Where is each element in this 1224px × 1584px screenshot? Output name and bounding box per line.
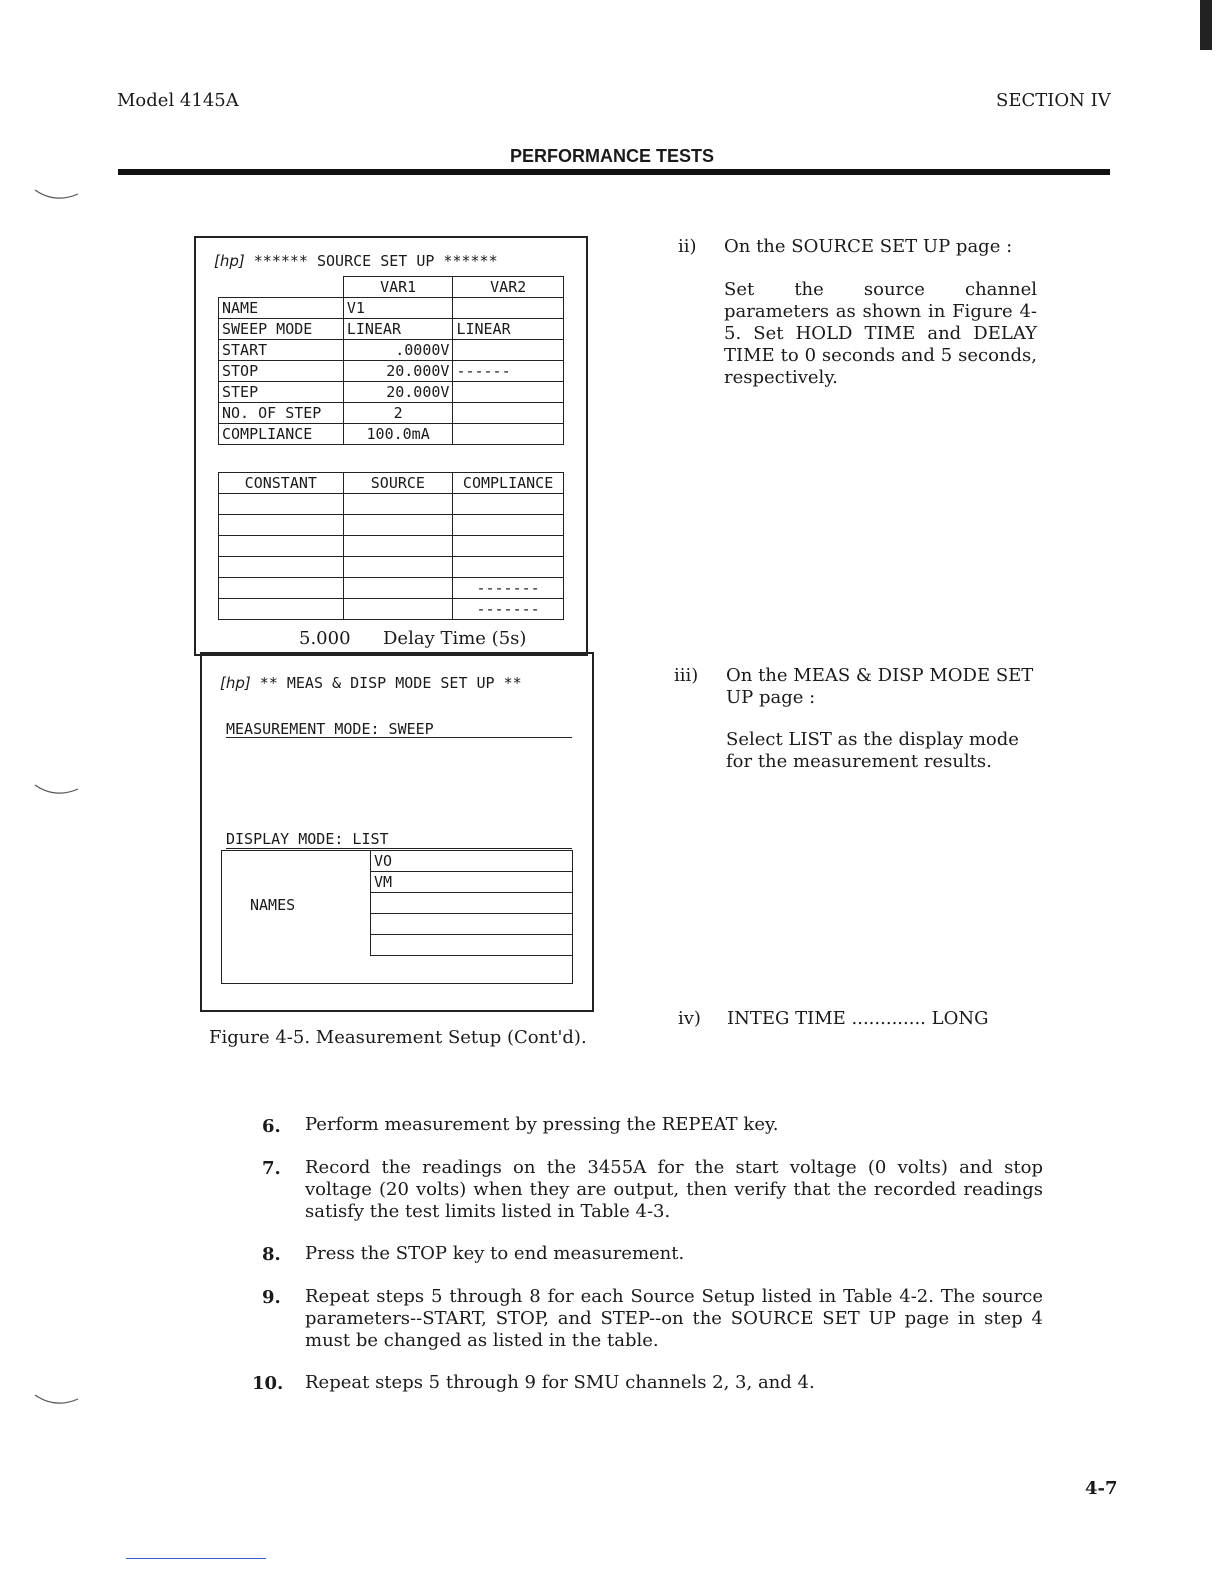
names-label: NAMES [250,896,296,914]
delay-label: Delay Time (5s) [383,628,527,649]
step-6-number: 6. [262,1116,281,1137]
meas-setup-heading: [hp] ** MEAS & DISP MODE SET UP ** [220,674,522,692]
step-ii-number: ii) [678,236,697,257]
delay-value: 5.000 [299,628,351,649]
table-row: STEP 20.000V [219,382,564,403]
variable-table [218,276,564,445]
table-row [219,515,564,536]
page-number: 4-7 [1085,1478,1118,1499]
list-item [371,914,573,935]
section-label: SECTION IV [996,90,1111,111]
table-row: ------- [219,599,564,620]
step-8-text: Press the STOP key to end measurement. [305,1243,685,1264]
names-table [370,850,573,956]
step-iii-body: Select LIST as the display mode for the measurement results. [726,729,1019,772]
list-item [371,893,573,914]
step-9-number: 9. [262,1287,281,1308]
table-row: ------- [219,578,564,599]
figure-caption: Figure 4-5. Measurement Setup (Cont'd). [209,1027,587,1048]
binder-marks [30,180,80,1420]
page-title: PERFORMANCE TESTS [509,146,714,166]
table-row [219,557,564,578]
table-header-row [219,277,564,298]
table-row: COMPLIANCE 100.0mA [219,424,564,445]
step-7-text: Record the readings on the 3455A for the start voltage (0 volts) and stop voltage (20 volts) when they are output, then verify that the recorded readings satisfy the test limits listed in Table 4-3. [305,1157,1043,1222]
step-7-number: 7. [262,1158,281,1179]
edge-mark [1200,0,1212,50]
step-6-text: Perform measurement by pressing the REPEAT key. [305,1114,779,1135]
header-rule [118,169,1110,175]
col-var2: VAR2 [453,277,564,298]
footer-line [126,1558,266,1559]
step-ii-body: Set the source channel parameters as shown in Figure 4-5. Set HOLD TIME and DELAY TIME to 0 seconds and 5 seconds, respectively. [724,279,1037,388]
step-10-text: Repeat steps 5 through 9 for SMU channels 2, 3, and 4. [305,1372,815,1393]
table-row: NAME V1 [219,298,564,319]
table-row [219,494,564,515]
table-row: SWEEP MODE LINEAR LINEAR [219,319,564,340]
table-row: NO. OF STEP 2 [219,403,564,424]
list-item: VO [371,851,573,872]
table-header-row: CONSTANT SOURCE COMPLIANCE [219,473,564,494]
step-iv-number: iv) [678,1008,701,1029]
table-row [219,536,564,557]
model-label: Model 4145A [117,90,239,111]
step-iii-title: On the MEAS & DISP MODE SET UP page : [726,665,1034,708]
step-10-number: 10. [252,1373,284,1394]
step-iv-title: INTEG TIME ............. LONG [727,1008,989,1029]
display-mode: DISPLAY MODE: LIST [226,830,572,849]
constant-table [218,472,564,620]
step-8-number: 8. [262,1244,281,1265]
table-row: START .0000V [219,340,564,361]
list-item: VM [371,872,573,893]
step-9-text: Repeat steps 5 through 8 for each Source Setup listed in Table 4-2. The source parameters--START, STOP, and STEP--on the SOURCE SET UP page in step 4 must be changed as listed in the table. [305,1286,1043,1351]
list-item [371,935,573,956]
measurement-mode: MEASUREMENT MODE: SWEEP [226,722,572,738]
col-var1: VAR1 [343,277,453,298]
table-row: STOP 20.000V ------ [219,361,564,382]
step-iii-number: iii) [674,665,699,686]
step-ii-title: On the SOURCE SET UP page : [724,236,1013,257]
source-setup-heading: [hp] ****** SOURCE SET UP ****** [214,252,498,270]
